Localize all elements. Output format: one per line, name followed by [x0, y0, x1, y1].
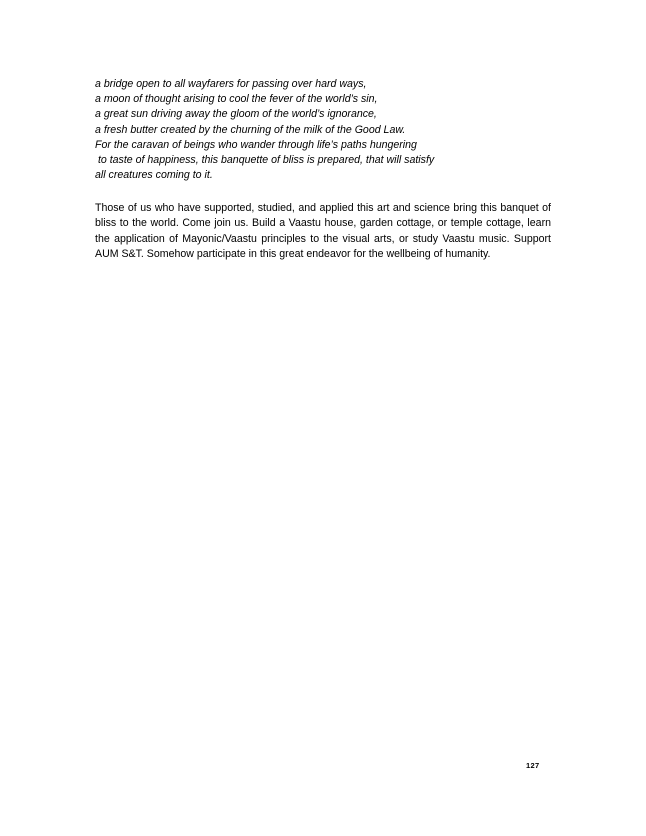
verse-line: to taste of happiness, this banquette of bliss is prepared, that will satisfy	[95, 154, 435, 167]
body-paragraph: Those of us who have supported, studied, and applied this art and science bring this banquet of bliss to the world. Come join us. Build a Vaastu house, garden cottage, or temple cottage, learn the application of Mayonic/Vaastu principles to the visual arts, or study Vaastu music. Support AUM S&T. Somehow participate in this great endeavor for the wellbeing of humanity.	[95, 202, 551, 260]
verse-line: a bridge open to all wayfarers for passing over hard ways,	[95, 78, 367, 90]
page-number: 127	[526, 761, 540, 770]
verse-line: all creatures coming to it.	[95, 169, 213, 182]
verse-line: a moon of thought arising to cool the fever of the world’s sin,	[95, 93, 378, 106]
verse-line: For the caravan of beings who wander through life’s paths hungering	[95, 138, 417, 151]
verse-line: a great sun driving away the gloom of the world’s ignorance,	[95, 108, 377, 121]
verse-line: a fresh butter created by the churning of the milk of the Good Law.	[95, 123, 406, 136]
verse-block	[95, 77, 565, 183]
